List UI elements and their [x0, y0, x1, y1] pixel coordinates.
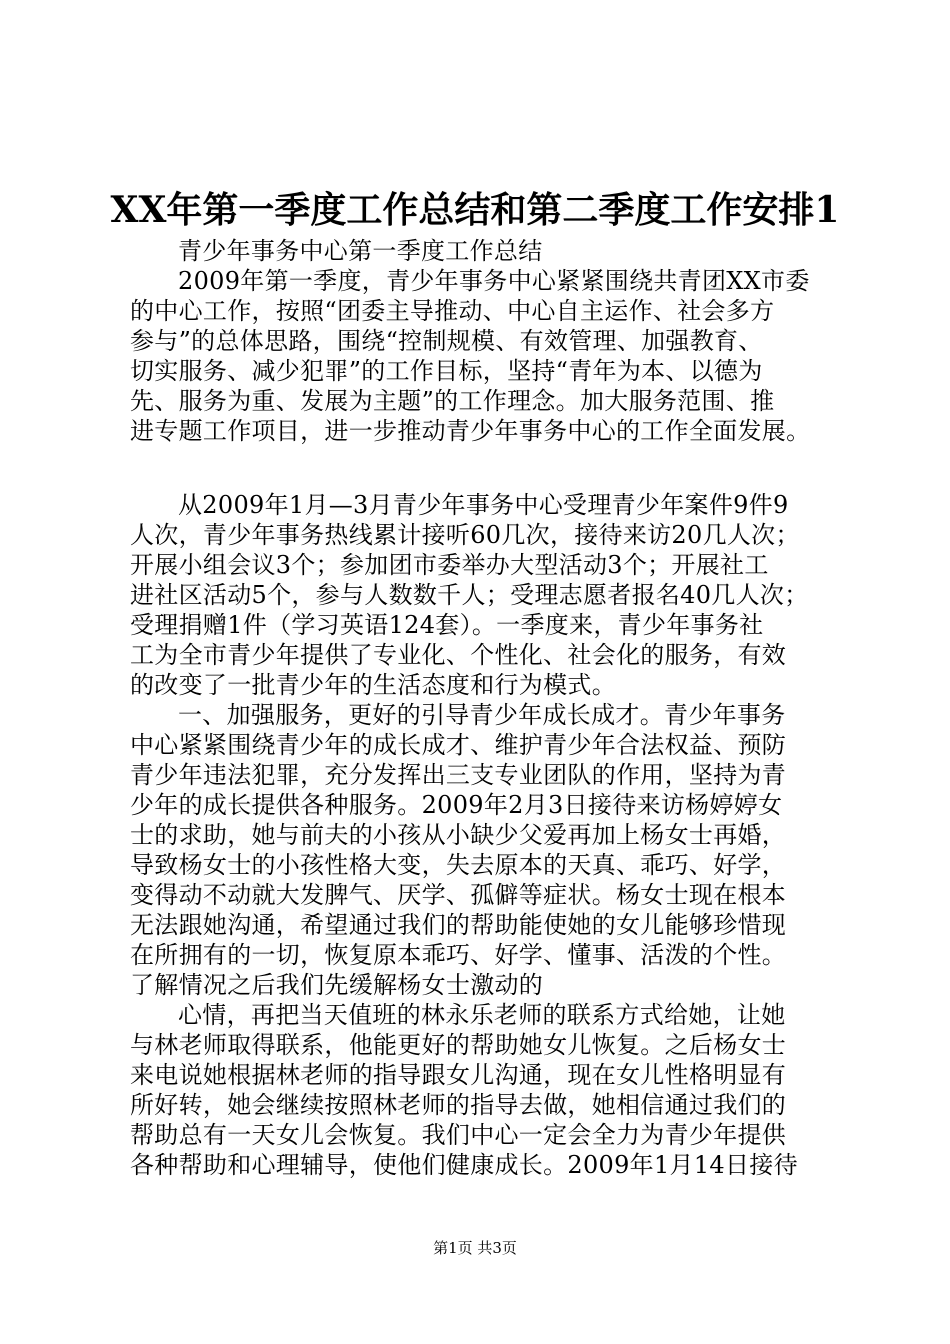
- paragraph-line: 青少年违法犯罪，充分发挥出三支专业团队的作用，坚持为青: [130, 761, 787, 789]
- document-title: XX年第一季度工作总结和第二季度工作安排1: [110, 189, 840, 231]
- paragraph-line: 先、服务为重、发展为主题”的工作理念。加大服务范围、推: [130, 387, 775, 415]
- paragraph-line: 开展小组会议3个；参加团市委举办大型活动3个；开展社工: [130, 551, 769, 579]
- page-number-footer: 第1页 共3页: [433, 1239, 517, 1257]
- paragraph-line: 切实服务、减少犯罪”的工作目标，坚持“青年为本、以德为: [130, 357, 763, 385]
- paragraph-line: 在所拥有的一切，恢复原本乖巧、好学、懂事、活泼的个性。: [130, 941, 787, 969]
- paragraph-line: 来电说她根据林老师的指导跟女儿沟通，现在女儿性格明显有: [130, 1061, 787, 1089]
- paragraph-line: 士的求助，她与前夫的小孩从小缺少父爱再加上杨女士再婚，: [130, 821, 787, 849]
- paragraph-line: 进社区活动5个，参与人数数千人；受理志愿者报名40几人次；: [130, 581, 809, 609]
- paragraph-line: 人次，青少年事务热线累计接听60几次，接待来访20几人次；: [130, 521, 800, 549]
- paragraph-line: 的中心工作，按照“团委主导推动、中心自主运作、社会多方: [130, 297, 775, 325]
- paragraph-line: 少年的成长提供各种服务。2009年2月3日接待来访杨婷婷女: [130, 791, 783, 819]
- paragraph-line: 心情，再把当天值班的林永乐老师的联系方式给她，让她: [178, 1001, 786, 1029]
- paragraph-line: 与林老师取得联系，他能更好的帮助她女儿恢复。之后杨女士: [130, 1031, 787, 1059]
- paragraph-line: 从2009年1月—3月青少年事务中心受理青少年案件9件9: [178, 491, 789, 519]
- paragraph-line: 帮助总有一天女儿会恢复。我们中心一定会全力为青少年提供: [130, 1121, 787, 1149]
- paragraph-line: 导致杨女士的小孩性格大变，失去原本的天真、乖巧、好学，: [130, 851, 787, 879]
- paragraph-line: 中心紧紧围绕青少年的成长成才、维护青少年合法权益、预防: [130, 731, 787, 759]
- paragraph-line: 2009年第一季度，青少年事务中心紧紧围绕共青团XX市委: [178, 267, 810, 295]
- paragraph-line: 受理捐赠1件（学习英语124套）。一季度来，青少年事务社: [130, 611, 764, 639]
- paragraph-line: 进专题工作项目，进一步推动青少年事务中心的工作全面发展。: [130, 417, 811, 445]
- paragraph-line: 各种帮助和心理辅导，使他们健康成长。2009年1月14日接待: [130, 1151, 798, 1179]
- paragraph-gap: [130, 446, 830, 490]
- paragraph-line: 无法跟她沟通，希望通过我们的帮助能使她的女儿能够珍惜现: [130, 911, 787, 939]
- subtitle-line: 青少年事务中心第一季度工作总结: [178, 237, 543, 265]
- paragraph-line: 一、加强服务，更好的引导青少年成长成才。青少年事务: [178, 701, 786, 729]
- paragraph-line: 变得动不动就大发脾气、厌学、孤僻等症状。杨女士现在根本: [130, 881, 787, 909]
- paragraph-line: 参与”的总体思路，围绕“控制规模、有效管理、加强教育、: [130, 327, 763, 355]
- paragraph-line: 了解情况之后我们先缓解杨女士激动的: [130, 971, 544, 999]
- document-body: [130, 236, 830, 1180]
- paragraph-line: 的改变了一批青少年的生活态度和行为模式。: [130, 671, 616, 699]
- paragraph-line: 工为全市青少年提供了专业化、个性化、社会化的服务，有效: [130, 641, 787, 669]
- paragraph-line: 所好转，她会继续按照林老师的指导去做，她相信通过我们的: [130, 1091, 787, 1119]
